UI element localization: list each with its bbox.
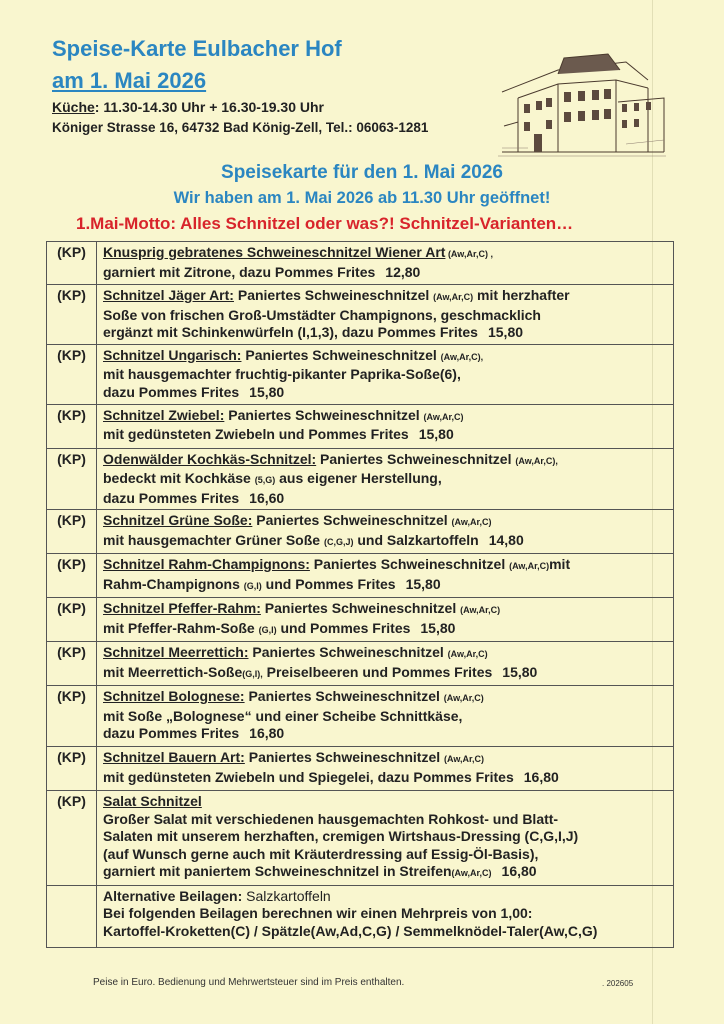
dish-name: Salat Schnitzel xyxy=(103,793,202,809)
menu-item-text xyxy=(97,747,674,791)
page-title: Speise-Karte Eulbacher Hof xyxy=(52,36,342,61)
price: 15,80 xyxy=(420,619,456,636)
price: 16,80 xyxy=(249,725,285,741)
dish-name: Schnitzel Bolognese: xyxy=(103,688,245,704)
dish-desc: Paniertes Schweineschnitzel xyxy=(244,688,444,704)
dish-desc: Paniertes Schweineschnitzel xyxy=(309,556,510,572)
dish-desc: mit xyxy=(549,556,571,572)
allergens: (Aw,Ar,C) xyxy=(509,561,550,571)
restaurant-address: Königer Strasse 16, 64732 Bad König-Zell, Tel.: 06063-1281 xyxy=(52,120,429,135)
price: 15,80 xyxy=(249,383,285,400)
dish-desc: und Pommes Frites xyxy=(276,619,411,636)
menu-row xyxy=(47,598,674,642)
menu-row xyxy=(47,642,674,686)
dish-desc: mit Pfeffer-Rahm-Soße xyxy=(103,619,259,636)
menu-item-text xyxy=(97,510,674,554)
menu-row xyxy=(47,448,674,510)
kp-tag: (KP) xyxy=(47,747,97,791)
menu-table xyxy=(46,241,674,948)
kitchen-label: Küche xyxy=(52,99,95,115)
dish-desc: mit gedünsteten Zwiebeln und Spiegelei, dazu Pommes Frites xyxy=(103,768,514,785)
dish-desc: dazu Pommes Frites xyxy=(103,489,240,506)
allergens: (G,I) xyxy=(258,624,277,635)
kitchen-hours xyxy=(52,99,324,115)
sides-default: Salzkartoffeln xyxy=(242,887,331,904)
dish-name: Schnitzel Rahm-Champignons: xyxy=(103,556,310,572)
dish-desc: Paniertes Schweineschnitzel xyxy=(316,450,516,467)
dish-name: Schnitzel Ungarisch: xyxy=(103,346,242,363)
kp-tag: (KP) xyxy=(47,242,97,285)
menu-row xyxy=(47,510,674,554)
opening-notice: Wir haben am 1. Mai 2026 ab 11.30 Uhr geöffnet! xyxy=(173,189,551,207)
menu-row xyxy=(47,242,674,285)
price: 14,80 xyxy=(488,531,524,548)
dish-desc: bedeckt mit Kochkäse xyxy=(103,470,255,486)
kp-tag: (KP) xyxy=(47,686,97,747)
dish-desc: Paniertes Schweineschnitzel xyxy=(241,346,441,363)
price: 16,80 xyxy=(501,863,537,879)
dish-desc: Soße von frischen Groß-Umstädter Champignons, geschmacklich xyxy=(103,306,541,323)
menu-item-text xyxy=(97,404,674,448)
document-code: . 202605 xyxy=(602,979,634,988)
dish-desc: Salaten mit unserem herzhaften, cremigen Wirtshaus-Dressing (C,G,I,J) xyxy=(103,828,579,844)
dish-desc: mit gedünsteten Zwiebeln und Pommes Frites xyxy=(103,426,409,442)
dish-desc: und Pommes Frites xyxy=(261,575,396,592)
dish-desc: Rahm-Champignons xyxy=(103,575,244,592)
allergens: (C,G,J) xyxy=(323,536,354,547)
price: 16,80 xyxy=(523,768,559,785)
menu-row xyxy=(47,791,674,886)
menu-row xyxy=(47,344,674,404)
dish-desc: Paniertes Schweineschnitzel xyxy=(252,512,452,528)
dish-name: Knusprig gebratenes Schweineschnitzel Wiener Art xyxy=(103,244,446,260)
menu-row xyxy=(47,686,674,747)
kp-tag: (KP) xyxy=(47,285,97,345)
price: 15,80 xyxy=(502,663,538,680)
dish-desc: dazu Pommes Frites xyxy=(103,383,240,400)
dish-name: Schnitzel Pfeffer-Rahm: xyxy=(103,600,261,616)
dish-desc: Paniertes Schweineschnitzel xyxy=(233,287,434,303)
price: 15,80 xyxy=(418,426,454,442)
dish-desc: (auf Wunsch gerne auch mit Kräuterdressing auf Essig-Öl-Basis), xyxy=(103,845,539,862)
inn-building-sketch xyxy=(498,40,666,158)
allergens: (Aw,Ar,C) xyxy=(444,754,485,764)
allergens: (Aw,Ar,C) xyxy=(423,411,464,422)
menu-item-text xyxy=(97,242,674,285)
dish-desc: Paniertes Schweineschnitzel xyxy=(244,749,445,765)
dish-name: Schnitzel Grüne Soße: xyxy=(103,512,253,528)
menu-item-text xyxy=(97,344,674,404)
footer-note: Peise in Euro. Bedienung und Mehrwertsteuer sind im Preis enthalten. xyxy=(93,977,405,988)
menu-item-text xyxy=(97,686,674,747)
menu-row xyxy=(47,404,674,448)
kp-tag: (KP) xyxy=(47,404,97,448)
kp-tag: (KP) xyxy=(47,642,97,686)
allergens: (Aw,Ar,C) xyxy=(451,868,492,878)
sides-options: Kartoffel-Kroketten(C) / Spätzle(Aw,Ad,C,G) / Semmelknödel-Taler(Aw,C,G) xyxy=(103,922,598,939)
dish-desc: garniert mit paniertem Schweineschnitzel in Streifen xyxy=(103,863,452,879)
price: 12,80 xyxy=(385,263,421,280)
page-subtitle-date: am 1. Mai 2026 xyxy=(52,68,207,93)
sides-label: Alternative Beilagen: xyxy=(103,887,243,904)
dish-desc: mit Meerrettich-Soße xyxy=(103,663,243,680)
allergens: (Aw,Ar,C) xyxy=(451,517,492,527)
empty-cell xyxy=(47,885,97,947)
dish-desc: mit hausgemachter fruchtig-pikanter Paprika-Soße(6), xyxy=(103,366,461,382)
menu-item-text xyxy=(97,642,674,686)
dish-desc: Preiselbeeren und Pommes Frites xyxy=(262,663,493,680)
motto-banner: 1.Mai-Motto: Alles Schnitzel oder was?! Schnitzel-Varianten… xyxy=(76,214,574,233)
dish-name: Schnitzel Meerrettich: xyxy=(103,644,249,660)
sides-row xyxy=(47,885,674,947)
menu-headline: Speisekarte für den 1. Mai 2026 xyxy=(221,162,503,183)
menu-item-text xyxy=(97,285,674,345)
kp-tag: (KP) xyxy=(47,554,97,598)
menu-row xyxy=(47,285,674,345)
price: 15,80 xyxy=(487,324,524,340)
allergens: (5,G) xyxy=(254,475,276,485)
kp-tag: (KP) xyxy=(47,344,97,404)
dish-desc: Paniertes Schweineschnitzel xyxy=(260,600,461,616)
allergens: (G,I), xyxy=(242,668,263,679)
allergens: (G,I) xyxy=(243,580,262,591)
price: 15,80 xyxy=(405,575,441,592)
allergens: (Aw,Ar,C) xyxy=(447,649,488,659)
menu-item-text xyxy=(97,598,674,642)
dish-desc: mit Soße „Bolognese“ und einer Scheibe Schnittkäse, xyxy=(103,707,463,724)
menu-row xyxy=(47,747,674,791)
kitchen-hours-value: : 11.30-14.30 Uhr + 16.30-19.30 Uhr xyxy=(94,99,324,115)
price: 16,60 xyxy=(249,489,285,506)
dish-desc: garniert mit Zitrone, dazu Pommes Frites xyxy=(103,263,376,280)
dish-desc: mit herzhafter xyxy=(473,287,570,303)
allergens: (Aw,Ar,C), xyxy=(515,455,558,466)
dish-name: Odenwälder Kochkäs-Schnitzel: xyxy=(103,450,317,467)
kp-tag: (KP) xyxy=(47,448,97,510)
kp-tag: (KP) xyxy=(47,510,97,554)
allergens: (Aw,Ar,C), xyxy=(440,351,484,362)
allergens: (Aw,Ar,C) xyxy=(460,605,501,615)
sides-text xyxy=(97,885,674,947)
dish-desc: mit hausgemachter Grüner Soße xyxy=(103,531,324,548)
menu-item-text xyxy=(97,448,674,510)
dish-desc: Großer Salat mit verschiedenen hausgemachten Rohkost- und Blatt- xyxy=(103,810,559,827)
dish-desc: ergänzt mit Schinkenwürfeln (I,1,3), dazu Pommes Frites xyxy=(103,324,478,340)
kp-tag: (KP) xyxy=(47,598,97,642)
sides-surcharge: Bei folgenden Beilagen berechnen wir einen Mehrpreis von 1,00: xyxy=(103,905,533,921)
dish-name: Schnitzel Bauern Art: xyxy=(103,749,245,765)
dish-name: Schnitzel Zwiebel: xyxy=(103,406,225,423)
allergens: (Aw,Ar,C) xyxy=(443,693,484,703)
dish-desc: Paniertes Schweineschnitzel xyxy=(248,644,448,660)
kp-tag: (KP) xyxy=(47,791,97,886)
dish-desc: und Salzkartoffeln xyxy=(353,531,479,548)
allergens: (Aw,Ar,C) xyxy=(433,292,474,302)
dish-name: Schnitzel Jäger Art: xyxy=(103,287,234,303)
menu-row xyxy=(47,554,674,598)
dish-desc: dazu Pommes Frites xyxy=(103,725,240,741)
dish-desc: aus eigener Herstellung, xyxy=(275,470,442,486)
menu-item-text xyxy=(97,791,674,886)
allergens: (Aw,Ar,C) , xyxy=(445,249,493,259)
menu-item-text xyxy=(97,554,674,598)
dish-desc: Paniertes Schweineschnitzel xyxy=(224,406,424,423)
